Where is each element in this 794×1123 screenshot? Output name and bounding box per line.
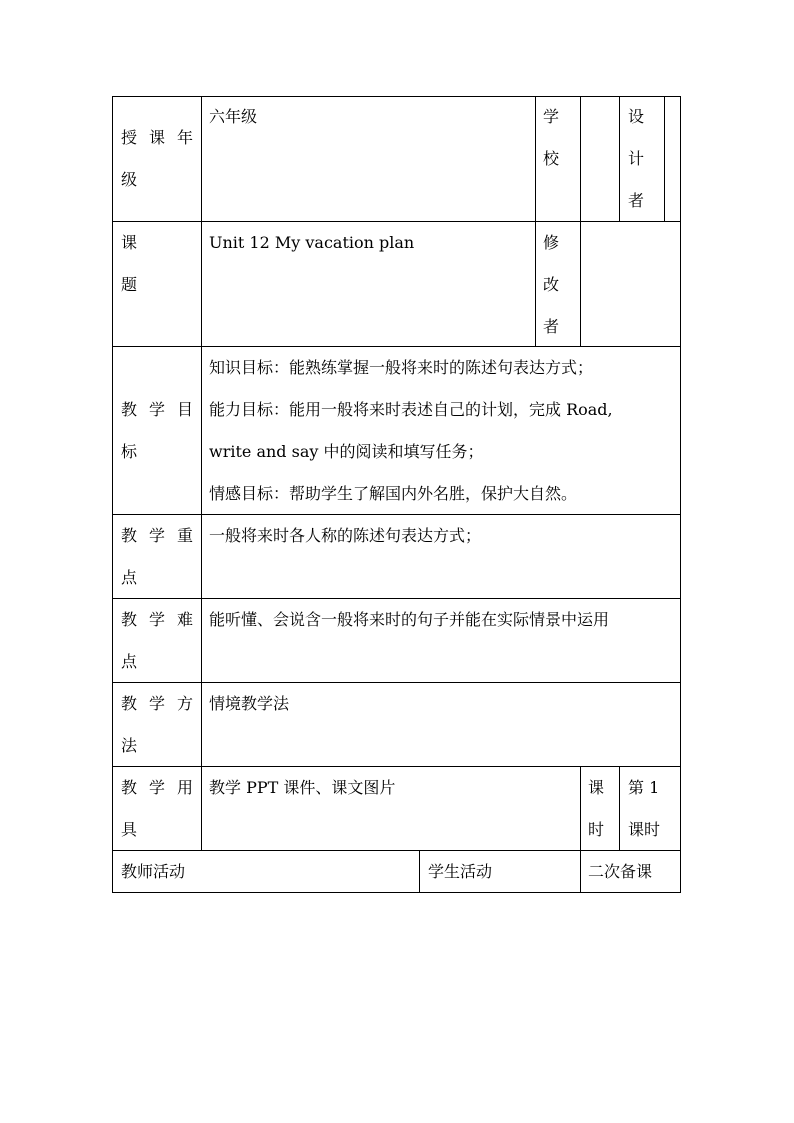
label-segment: 学 [148, 778, 165, 797]
label-segment: 教 [121, 694, 138, 713]
period-label [588, 767, 604, 851]
label-segment: 学 [148, 610, 165, 629]
label-segment: 教 [121, 778, 138, 797]
designer-label-char: 计 [628, 149, 645, 168]
grade-value: 六年级 [209, 107, 258, 126]
difficulties-label-line2: 点 [121, 652, 138, 671]
tools-label-line2: 具 [121, 820, 138, 839]
reviser-label [543, 222, 559, 348]
school-label [543, 96, 559, 180]
label-segment: 难 [176, 610, 193, 629]
topic-label-char: 题 [121, 275, 138, 294]
label-segment: 授 [121, 128, 138, 147]
period-value-line1: 第 1 [628, 778, 660, 797]
key-points-label-line1 [121, 515, 193, 557]
topic-label-char: 课 [121, 233, 138, 252]
designer-label [628, 96, 644, 222]
label-segment: 学 [148, 400, 165, 419]
grade-label [121, 117, 193, 201]
method-value: 情境教学法 [209, 694, 290, 713]
row1-divider [580, 96, 581, 346]
student-activity-header: 学生活动 [428, 862, 493, 881]
label-column-divider [201, 96, 202, 850]
reviser-label-char: 修 [543, 233, 560, 252]
row7-divider [619, 766, 620, 850]
row-divider [112, 682, 681, 683]
grade-label-line2: 级 [121, 170, 138, 189]
difficulties-label [121, 599, 193, 683]
objectives-label [121, 389, 193, 473]
objective-line: 情感目标：帮助学生了解国内外名胜，保护大自然。 [209, 484, 578, 503]
difficulties-value: 能听懂、会说含一般将来时的句子并能在实际情景中运用 [209, 610, 610, 629]
objectives-content [209, 347, 613, 515]
tools-label-line1 [121, 767, 193, 809]
label-segment: 方 [176, 694, 193, 713]
row7-divider [580, 766, 581, 893]
table-border-left [112, 96, 113, 893]
objectives-label-line1 [121, 389, 193, 431]
method-label-line1 [121, 683, 193, 725]
label-segment: 课 [148, 128, 165, 147]
period-value [628, 767, 668, 851]
school-label-char: 学 [543, 107, 560, 126]
tools-label [121, 767, 193, 851]
key-points-label-line2: 点 [121, 568, 138, 587]
reviser-label-char: 改 [543, 275, 560, 294]
label-segment: 教 [121, 610, 138, 629]
table-border-right [680, 96, 681, 893]
label-segment: 目 [176, 400, 193, 419]
teacher-activity-header: 教师活动 [121, 862, 186, 881]
designer-label-char: 设 [628, 107, 645, 126]
objectives-label-line2: 标 [121, 442, 138, 461]
row1-divider [619, 96, 620, 221]
topic-value: Unit 12 My vacation plan [209, 233, 415, 252]
period-label-char: 课 [588, 778, 605, 797]
label-segment: 学 [148, 526, 165, 545]
objective-line: 知识目标：能熟练掌握一般将来时的陈述句表达方式； [209, 358, 594, 377]
label-segment: 重 [176, 526, 193, 545]
reviser-label-char: 者 [543, 317, 560, 336]
school-label-char: 校 [543, 149, 560, 168]
label-segment: 用 [176, 778, 193, 797]
row1-divider [664, 96, 665, 221]
key-points-label [121, 515, 193, 599]
row8-divider [419, 850, 420, 893]
grade-label-line1 [121, 117, 193, 159]
period-value-line2: 课时 [628, 820, 661, 839]
tools-value: 教学 PPT 课件、课文图片 [209, 778, 396, 797]
objective-line: 能力目标：能用一般将来时表述自己的计划，完成 Road, [209, 400, 613, 419]
table-border-top [112, 96, 681, 97]
objective-line: write and say 中的阅读和填写任务； [209, 442, 484, 461]
method-label [121, 683, 193, 767]
label-segment: 教 [121, 400, 138, 419]
key-points-value: 一般将来时各人称的陈述句表达方式； [209, 526, 482, 545]
row1-divider [535, 96, 536, 346]
topic-label [121, 222, 137, 306]
second-prep-header: 二次备课 [588, 862, 653, 881]
label-segment: 年 [176, 128, 193, 147]
period-label-char: 时 [588, 820, 605, 839]
label-segment: 学 [148, 694, 165, 713]
difficulties-label-line1 [121, 599, 193, 641]
label-segment: 教 [121, 526, 138, 545]
designer-label-char: 者 [628, 191, 645, 210]
method-label-line2: 法 [121, 736, 138, 755]
